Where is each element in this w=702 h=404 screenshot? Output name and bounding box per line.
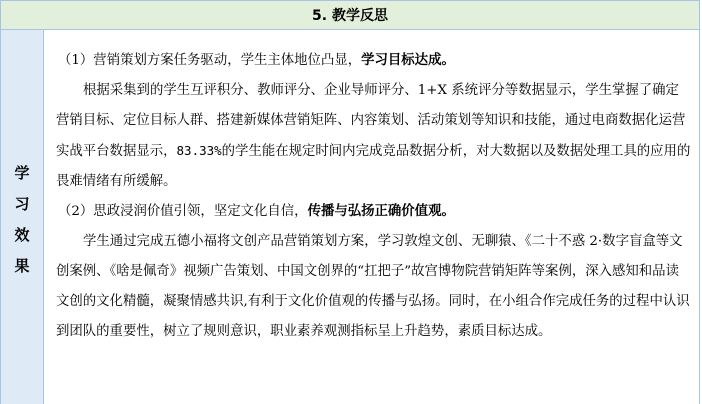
section1-percent: 83.33% [176,143,222,158]
section1-heading-emphasis: 学习目标达成。 [361,53,455,68]
row-label-char: 果 [14,257,30,275]
section2-heading [56,197,691,227]
row-label-char: 学 [14,164,30,182]
section1-heading [56,46,691,76]
row-label-char: 效 [14,226,30,244]
section-title: 5. 教学反思 [0,0,700,30]
section1-body-a: 根据采集到的学生互评积分、教师评分、企业导师评分、1+X 系统评分等数据显示，学生掌握了确定营销目标、定位目标人群、搭建新媒体营销矩阵、内容策划、活动策划等知识和技能，通过电商数据化运营实战平台数据显示， [56,83,686,159]
section1-body [56,76,691,197]
row-label-char: 习 [14,195,30,213]
row-label [1,158,43,282]
content-cell [44,30,700,404]
section1-body-b: 的学生能在规定时间内完成竞品数据分析，对大数据以及数据处理工具的应用的畏难情绪有所缓解。 [56,144,691,189]
section2-heading-text: （2）思政浸润价值引领，坚定文化自信， [58,204,308,219]
section2-heading-emphasis: 传播与弘扬正确价值观。 [307,204,455,219]
row-label-cell [0,30,44,404]
section1-heading-text: （1）营销策划方案任务驱动，学生主体地位凸显， [58,53,362,68]
section2-body: 学生通过完成五德小福将文创产品营销策划方案，学习敦煌文创、无聊猿、《二十不惑 2·数字盲盒等文创案例、《啥是佩奇》视频广告策划、中国文创界的“扛把子”故宫博物院营销矩阵等案例，深入感知和品读文创的文化精髓，凝聚情感共识,有利于文化价值观的传播与弘扬。同时，在小组合作完成任务的过程中认识到团队的重要性，树立了规则意识，职业素养观测指标呈上升趋势，素质目标达成。 [56,234,690,339]
